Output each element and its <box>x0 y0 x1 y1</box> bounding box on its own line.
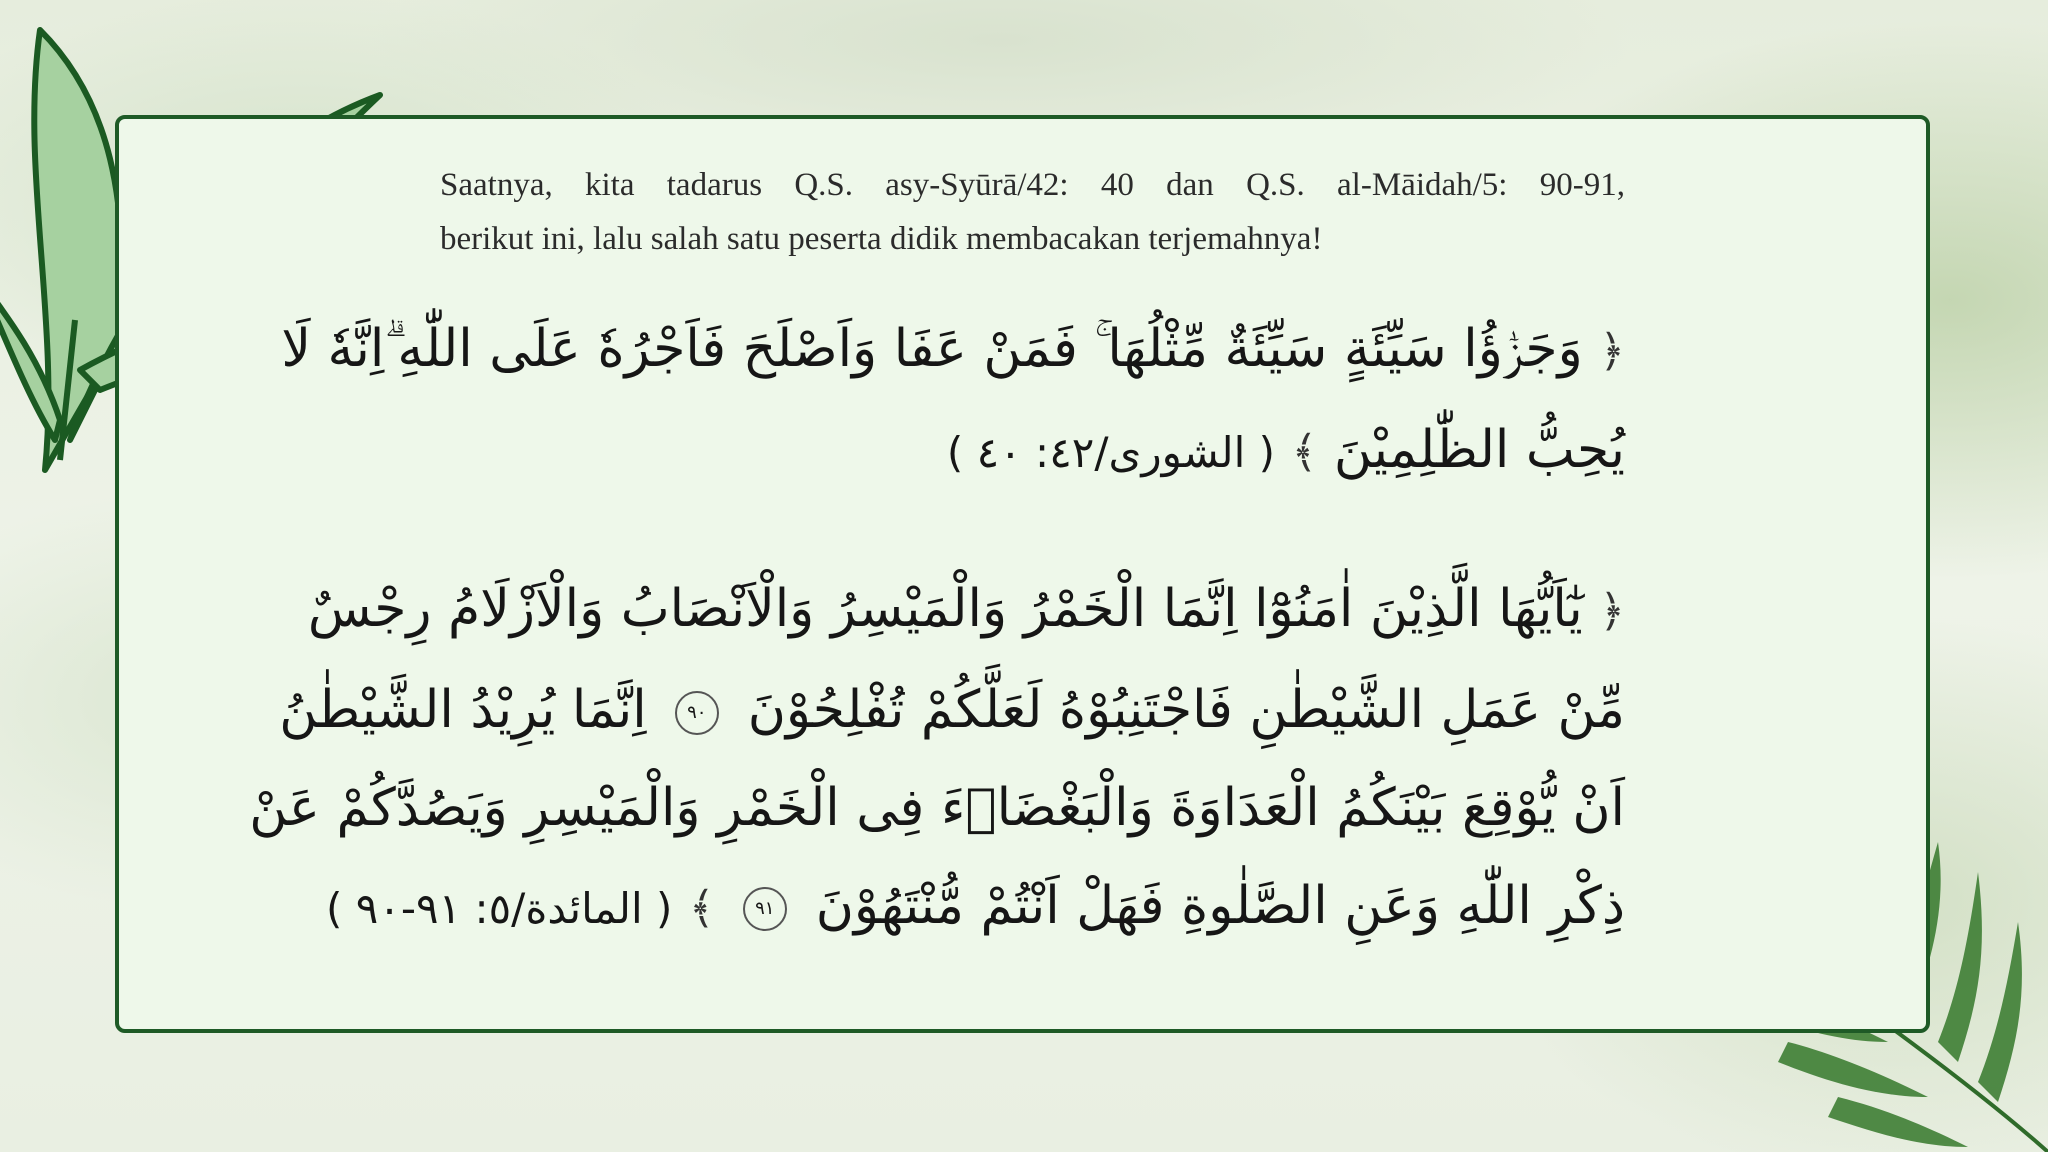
verse-line <box>249 759 1625 857</box>
intro-line-2: berikut ini, lalu salah satu peserta didik membacakan terjemahnya! <box>440 221 1323 257</box>
intro-line-1: Saatnya, kita tadarus Q.S. asy-Syūrā/42: 40 dan Q.S. al-Māidah/5: 90-91, <box>440 167 1625 203</box>
verse-line <box>281 300 1625 401</box>
verse-al-maidah-90-91 <box>249 560 1625 958</box>
arabic-text: يُحِبُّ الظّٰلِمِيْنَ <box>1333 420 1625 480</box>
arabic-text: وَجَزٰۤؤُا سَيِّئَةٍ سَيِّئَةٌ مِّثْلُهَا ۚ فَمَنْ عَفَا وَاَصْلَحَ فَاَجْرُهٗ عَلَى اللّٰهِ ۗاِنَّهٗ لَا <box>281 319 1583 379</box>
arabic-text: اِنَّمَا يُرِيْدُ الشَّيْطٰنُ <box>279 680 647 740</box>
intro-paragraph <box>440 158 1625 266</box>
arabic-text: مِّنْ عَمَلِ الشَّيْطٰنِ فَاجْتَنِبُوْهُ لَعَلَّكُمْ تُفْلِحُوْنَ <box>747 680 1625 740</box>
verse-reference: ( الشورى/٤٢: ٤٠ ) <box>946 428 1276 477</box>
ornament-open: ﴿ <box>1599 326 1625 377</box>
verse-ash-shura-40 <box>281 300 1625 502</box>
ornament-open: ﴿ <box>1599 586 1625 637</box>
verse-line <box>307 560 1625 661</box>
arabic-text: يٰٓاَيُّهَا الَّذِيْنَ اٰمَنُوْٓا اِنَّمَا الْخَمْرُ وَالْمَيْسِرُ وَالْاَنْصَابُ وَالْاَزْلَامُ رِجْسٌ <box>307 579 1583 639</box>
verse-line <box>325 857 1625 958</box>
verse-line <box>440 401 1625 502</box>
arabic-text: اَنْ يُّوْقِعَ بَيْنَكُمُ الْعَدَاوَةَ وَالْبَغْضَاۤءَ فِى الْخَمْرِ وَالْمَيْسِرِ وَيَصُدَّكُمْ عَنْ <box>249 778 1625 838</box>
ornament-close: ﴾ <box>1291 427 1318 478</box>
arabic-text: ذِكْرِ اللّٰهِ وَعَنِ الصَّلٰوةِ فَهَلْ اَنْتُمْ مُّنْتَهُوْنَ <box>815 876 1625 936</box>
verse-number-marker: ٩١ <box>734 878 796 940</box>
verse-reference: ( المائدة/٥: ٩١-٩٠ ) <box>325 884 673 933</box>
verse-number-marker: ٩٠ <box>666 682 728 744</box>
verse-line <box>279 661 1625 759</box>
ornament-close: ﴾ <box>688 883 715 934</box>
